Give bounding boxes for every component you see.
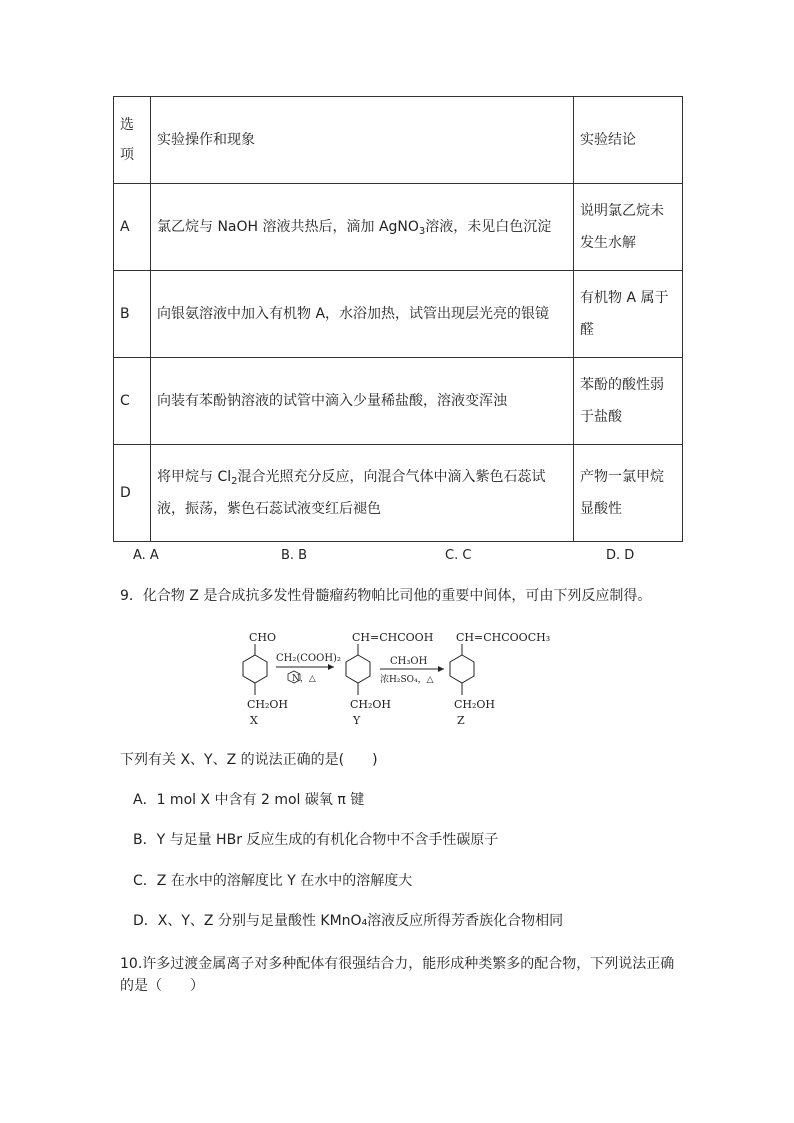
row-conclusion: 苯酚的酸性弱于盐酸 (574, 358, 683, 445)
table-header-row (114, 97, 683, 184)
compound-x (243, 631, 288, 727)
row-option: D (114, 445, 151, 542)
svg-text:浓H₂SO₄，△: 浓H₂SO₄，△ (380, 675, 434, 685)
z-bottom-group: CH₂OH (454, 698, 496, 711)
answer-option-c[interactable]: C. C (445, 548, 472, 563)
answer-option-d[interactable]: D. D (606, 548, 635, 563)
header-conclusion: 实验结论 (574, 97, 683, 184)
svg-text:CH₃OH: CH₃OH (390, 656, 428, 667)
svg-text:N，△: N，△ (292, 674, 316, 684)
q9-option-c[interactable]: C．Z 在水中的溶解度比 Y 在水中的溶解度大 (133, 873, 413, 889)
x-label: X (250, 714, 258, 727)
x-bottom-group: CH₂OH (247, 698, 289, 711)
row-option: B (114, 271, 151, 358)
benzene-ring-icon (243, 655, 267, 683)
table-row (114, 445, 683, 542)
experiment-table (113, 96, 683, 542)
q9-question: 下列有关 X、Y、Z 的说法正确的是( ) (120, 752, 378, 768)
y-bottom-group: CH₂OH (350, 698, 392, 711)
answer-option-b[interactable]: B. B (281, 548, 308, 563)
row-option: A (114, 184, 151, 271)
row-operation: 将甲烷与 $Cl_2$混合光照充分反应，向混合气体中滴入紫色石蕊试液，振荡，紫色石蕊试液变红后褪色 (151, 445, 574, 542)
row-conclusion: 有机物 A 属于醛 (574, 271, 683, 358)
header-option: 选项 (114, 97, 151, 184)
table-row (114, 358, 683, 445)
header-operation: 实验操作和现象 (151, 97, 574, 184)
row-conclusion: 说明氯乙烷未发生水解 (574, 184, 683, 271)
q9-option-a[interactable]: A．1 mol X 中含有 2 mol 碳氧 π 键 (133, 792, 365, 808)
row-conclusion: 产物一氯甲烷显酸性 (574, 445, 683, 542)
x-top-group: CHO (249, 631, 277, 644)
table-row (114, 184, 683, 271)
y-label: Y (353, 714, 361, 727)
y-top-group: CH=CHCOOH (352, 631, 434, 644)
row-operation: 氯乙烷与 NaOH 溶液共热后，滴加 AgNO$_3$溶液，未见白色沉淀 (151, 184, 574, 271)
z-top-group: CH=CHCOOCH₃ (456, 631, 551, 644)
row-option: C (114, 358, 151, 445)
q10-stem-line1: 10.许多过渡金属离子对多种配体有很强结合力，能形成种类繁多的配合物，下列说法正确 (120, 956, 675, 972)
q9-stem: 9．化合物 Z 是合成抗多发性骨髓瘤药物帕比司他的重要中间体，可由下列反应制得。 (120, 588, 652, 604)
benzene-ring-icon (346, 655, 370, 683)
svg-text:CH₂(COOH)₂: CH₂(COOH)₂ (276, 653, 341, 664)
reaction-arrow-1 (276, 653, 341, 684)
compound-z (450, 631, 550, 727)
answer-option-a[interactable]: A. A (133, 548, 159, 563)
table-row (114, 271, 683, 358)
q10-stem-line2: 的是（ ） (120, 978, 204, 994)
benzene-ring-icon (450, 655, 474, 683)
q9-option-b[interactable]: B．Y 与足量 HBr 反应生成的有机化合物中不含手性碳原子 (133, 832, 499, 848)
q9-option-d[interactable]: D．X、Y、Z 分别与足量酸性 KMnO₄溶液反应所得芳香族化合物相同 (133, 913, 564, 929)
z-label: Z (457, 714, 465, 727)
row-operation: 向银氨溶液中加入有机物 A，水浴加热，试管出现层光亮的银镜 (151, 271, 574, 358)
reaction-arrow-2 (380, 656, 444, 685)
reaction-scheme (230, 624, 570, 730)
row-operation: 向装有苯酚钠溶液的试管中滴入少量稀盐酸，溶液变浑浊 (151, 358, 574, 445)
